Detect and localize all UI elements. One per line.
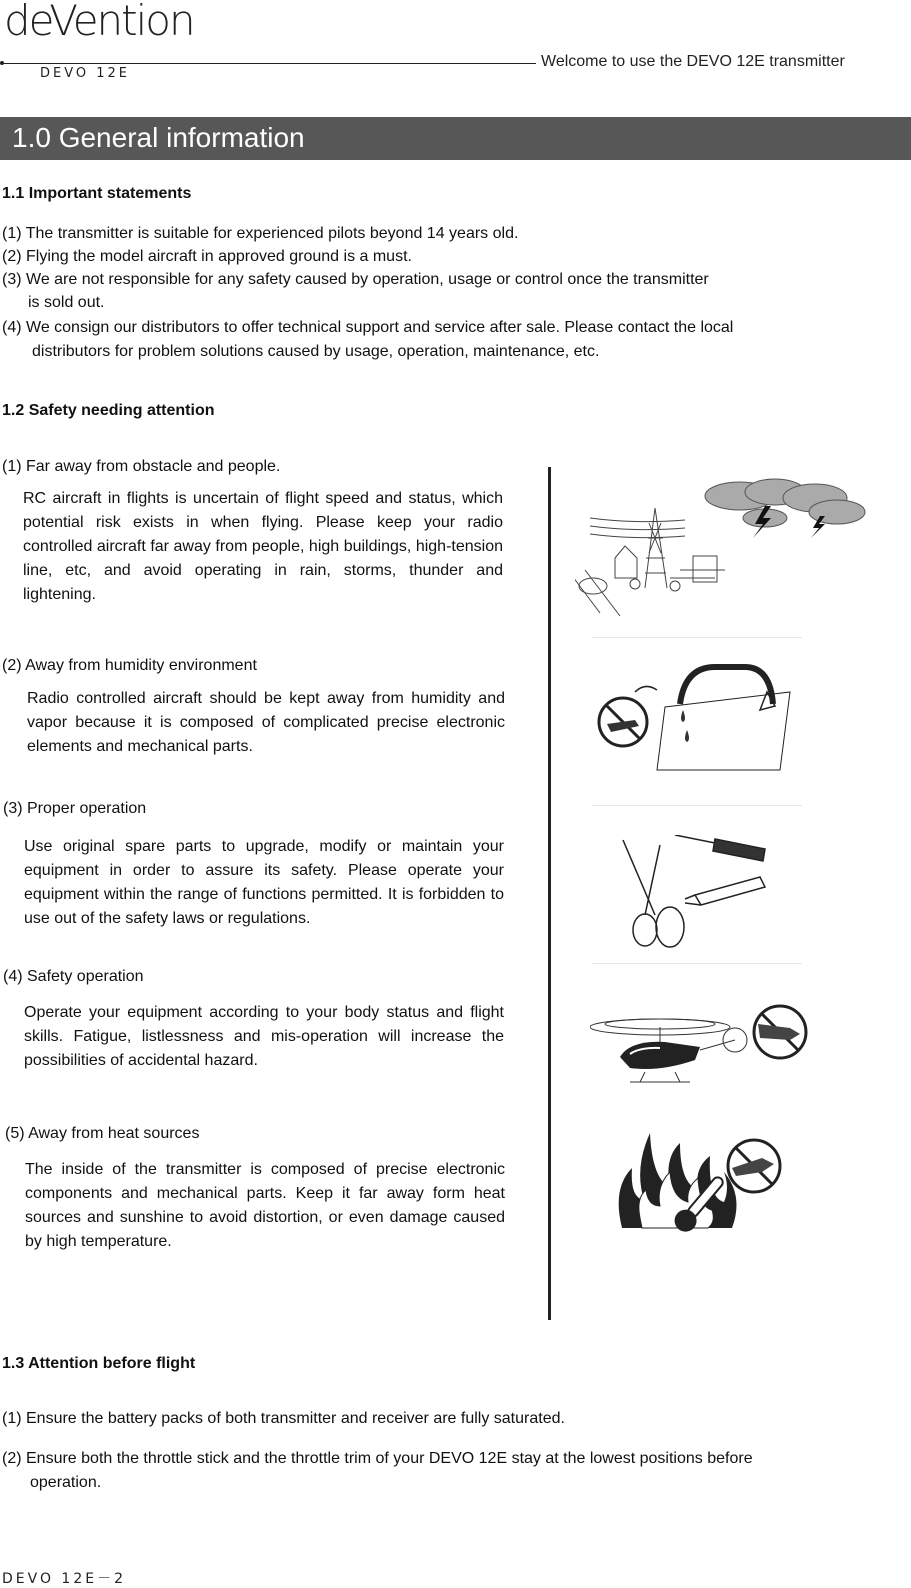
header-rule bbox=[2, 63, 536, 64]
before-flight-heading: 1.3 Attention before flight bbox=[2, 1355, 196, 1372]
header-welcome: Welcome to use the DEVO 12E transmitter bbox=[541, 53, 845, 70]
safety-item-5-text: The inside of the transmitter is composed of precise electronic components and mechanical parts. Keep it far away form heat sources and sunshine to avoid distortion, or even damage caused by high temperature. bbox=[25, 1161, 505, 1250]
important-line-3: (3) We are not responsible for any safety caused by operation, usage or control once the transmitter bbox=[2, 271, 709, 288]
safety-heading: 1.2 Safety needing attention bbox=[2, 402, 215, 419]
before-flight-line-2: (2) Ensure both the throttle stick and the throttle trim of your DEVO 12E stay at the lowest positions before bbox=[2, 1450, 753, 1467]
safety-item-3-text: Use original spare parts to upgrade, modify or maintain your equipment in order to assure its safety. Please operate your equipment within the range of functions permitted. It is forbidden to use out of the safety laws or regulations. bbox=[24, 838, 504, 927]
illustration-divider bbox=[548, 467, 551, 1320]
important-line-2: (2) Flying the model aircraft in approved ground is a must. bbox=[2, 248, 412, 265]
storm-scene-icon bbox=[575, 478, 875, 618]
fatigue-helicopter-icon bbox=[590, 1002, 815, 1102]
tools-icon bbox=[615, 835, 795, 955]
important-line-4: (4) We consign our distributors to offer technical support and service after sale. Please contact the local bbox=[2, 319, 734, 336]
important-line-4-cont: distributors for problem solutions caused by usage, operation, maintenance, etc. bbox=[32, 343, 600, 360]
safety-item-1-title: (1) Far away from obstacle and people. bbox=[2, 458, 281, 475]
safety-item-5-title: (5) Away from heat sources bbox=[5, 1125, 200, 1142]
illus-separator-1 bbox=[592, 637, 802, 638]
safety-item-4-text: Operate your equipment according to your body status and flight skills. Fatigue, listlessness and mis-operation will increase the possibilities of accidental hazard. bbox=[24, 1004, 504, 1069]
safety-item-2-title: (2) Away from humidity environment bbox=[2, 657, 257, 674]
safety-item-3-title: (3) Proper operation bbox=[3, 800, 147, 817]
safety-item-4-title: (4) Safety operation bbox=[3, 968, 144, 985]
before-flight-line-2-cont: operation. bbox=[30, 1474, 102, 1491]
important-line-1: (1) The transmitter is suitable for experienced pilots beyond 14 years old. bbox=[2, 225, 519, 242]
faucet-water-icon bbox=[595, 662, 805, 782]
page-footer: DEVO 12E－2 bbox=[2, 1571, 126, 1587]
brand-model: DEVO 12E bbox=[40, 66, 131, 81]
safety-item-2-text: Radio controlled aircraft should be kept away from humidity and vapor because it is composed of complicated precise electronic elements and mechanical parts. bbox=[27, 690, 505, 755]
illus-separator-2 bbox=[592, 805, 802, 806]
fire-heat-icon bbox=[612, 1128, 792, 1248]
brand-logo: deVention bbox=[4, 0, 194, 45]
section-title: 1.0 General information bbox=[12, 122, 305, 153]
safety-item-1-text: RC aircraft in flights is uncertain of flight speed and status, which potential risk exists in when flying. Please keep your radio controlled aircraft far away from people, high buildings, high-tension line, etc, and avoid operating in rain, storms, thunder and lightening. bbox=[23, 490, 503, 603]
important-heading: 1.1 Important statements bbox=[2, 185, 192, 202]
before-flight-line-1: (1) Ensure the battery packs of both transmitter and receiver are fully saturated. bbox=[2, 1410, 565, 1427]
important-line-3-cont: is sold out. bbox=[28, 294, 105, 311]
illus-separator-3 bbox=[592, 963, 802, 964]
